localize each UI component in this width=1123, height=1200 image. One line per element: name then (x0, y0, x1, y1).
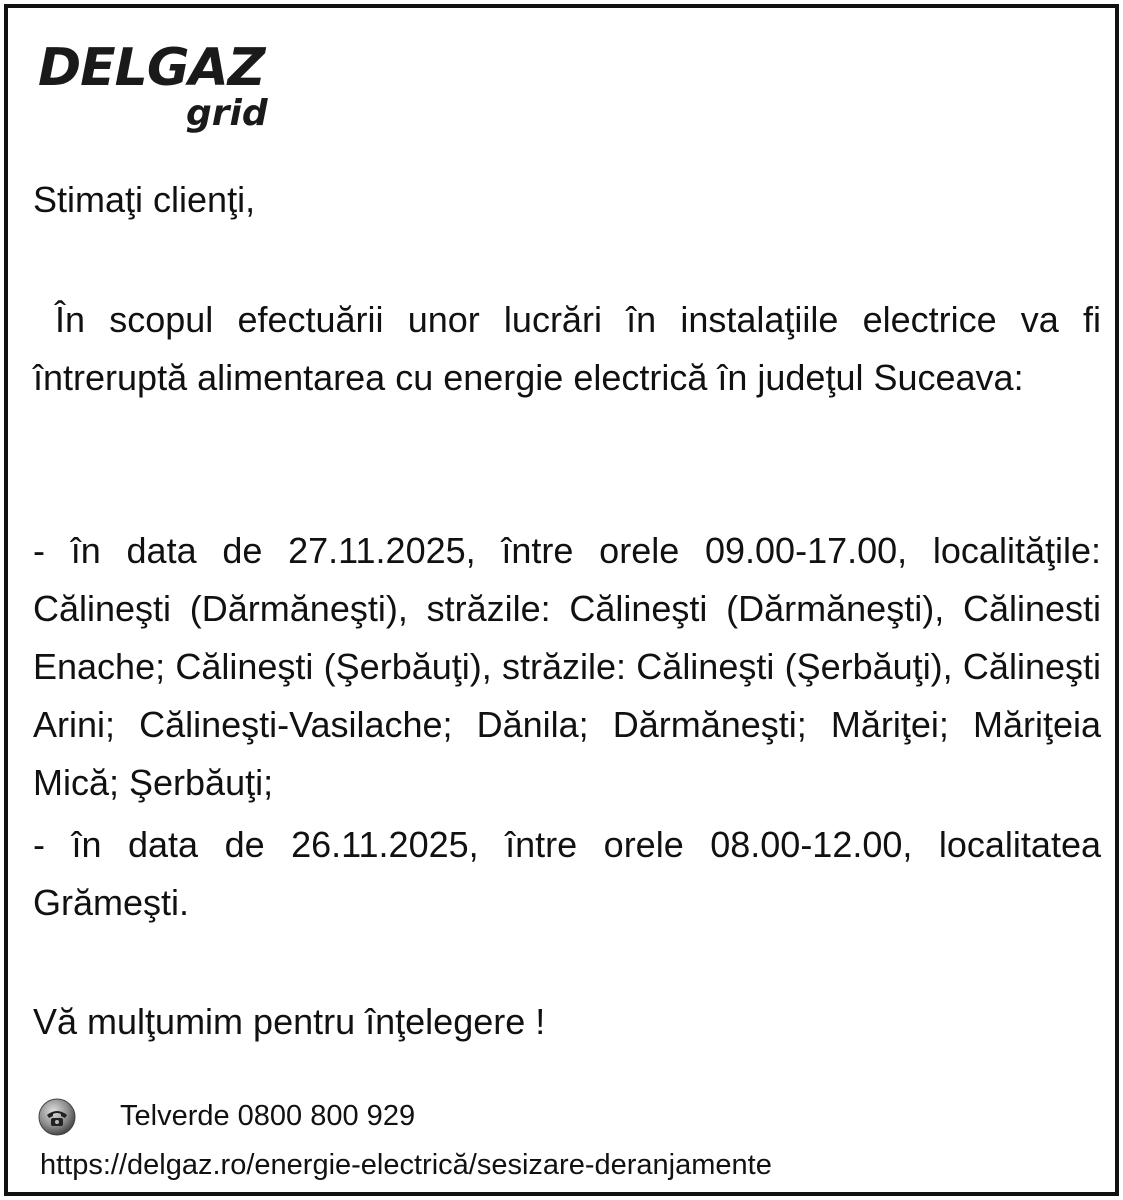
report-url-link[interactable]: https://delgaz.ro/energie-electrică/sesizare-deranjamente (40, 1149, 772, 1181)
thanks-text: Vă mulţumim pentru înţelegere ! (33, 1001, 546, 1042)
logo-sub: grid (186, 93, 268, 134)
outage-item-1: - în data de 27.11.2025, între orele 09.00-17.00, localităţile: Călineşti (Dărmăneşti), străzile: Călineşti (Dărmăneşti), Călinesti Enache; Călineşti (Şerbăuţi), străzile: Călineşti (Şerbăuţi), Călineşti Arini; Călineşti-Vasilache; Dănila; Dărmăneşti; Măriţei; Măriţeia Mică; Şerbăuţi; (33, 530, 1101, 803)
intro-text: În scopul efectuării unor lucrări în instalaţiile electrice va fi întreruptă alimentarea cu energie electrică în judeţul Suceava: (33, 299, 1101, 398)
greeting: Stimaţi clienţi, (33, 179, 256, 220)
phone-row (38, 1096, 638, 1136)
phone-number: Telverde 0800 800 929 (120, 1100, 416, 1132)
outage-item-2: - în data de 26.11.2025, între orele 08.00-12.00, localitatea Grămeşti. (33, 824, 1101, 923)
logo-brand: DELGAZ (38, 38, 265, 98)
notice-frame (4, 4, 1119, 1196)
phone-icon (38, 1098, 76, 1136)
delgaz-grid-logo (38, 38, 298, 138)
intro-paragraph (33, 291, 1101, 407)
